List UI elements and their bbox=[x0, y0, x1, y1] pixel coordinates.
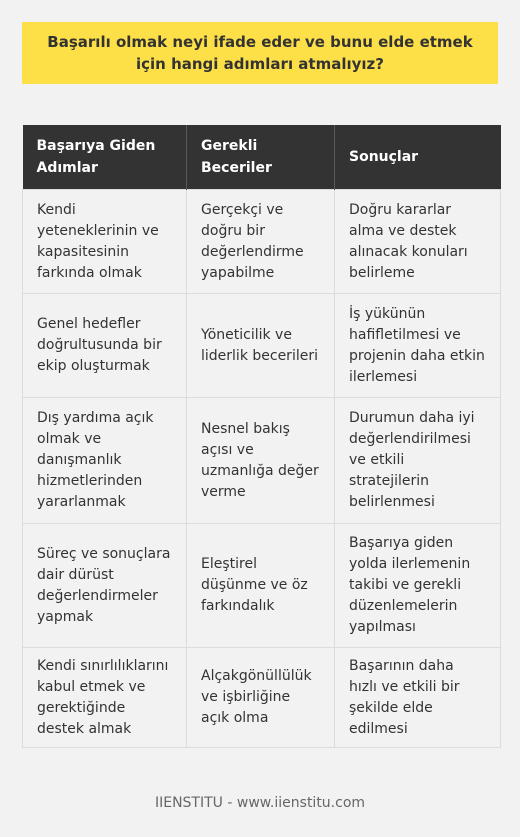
table-cell: Dış yardıma açık olmak ve danışmanlık hizmetlerinden yararlanmak bbox=[23, 398, 187, 524]
table-cell: Başarının daha hızlı ve etkili bir şekilde elde edilmesi bbox=[335, 648, 501, 748]
table-cell: Durumun daha iyi değerlendirilmesi ve etkili stratejilerin belirlenmesi bbox=[335, 398, 501, 524]
table-cell: Eleştirel düşünme ve öz farkındalık bbox=[187, 524, 335, 648]
table-row bbox=[23, 648, 501, 748]
table-cell: İş yükünün hafifletilmesi ve projenin daha etkin ilerlemesi bbox=[335, 294, 501, 398]
table-cell: Kendi yeteneklerinin ve kapasitesinin farkında olmak bbox=[23, 190, 187, 294]
column-header-skills: Gerekli Beceriler bbox=[187, 125, 335, 190]
table-cell: Gerçekçi ve doğru bir değerlendirme yapabilme bbox=[187, 190, 335, 294]
table-cell: Doğru kararlar alma ve destek alınacak konuları belirleme bbox=[335, 190, 501, 294]
steps-table bbox=[22, 125, 501, 748]
page-title: Başarılı olmak neyi ifade eder ve bunu elde etmek için hangi adımları atmalıyız? bbox=[22, 22, 498, 84]
table-cell: Nesnel bakış açısı ve uzmanlığa değer verme bbox=[187, 398, 335, 524]
table-row bbox=[23, 524, 501, 648]
table-cell: Genel hedefler doğrultusunda bir ekip oluşturmak bbox=[23, 294, 187, 398]
table-row bbox=[23, 398, 501, 524]
column-header-steps: Başarıya Giden Adımlar bbox=[23, 125, 187, 190]
table-row bbox=[23, 294, 501, 398]
table-cell: Alçakgönüllülük ve işbirliğine açık olma bbox=[187, 648, 335, 748]
table-cell: Başarıya giden yolda ilerlemenin takibi ve gerekli düzenlemelerin yapılması bbox=[335, 524, 501, 648]
table-cell: Süreç ve sonuçlara dair dürüst değerlendirmeler yapmak bbox=[23, 524, 187, 648]
table-cell: Kendi sınırlılıklarını kabul etmek ve gerektiğinde destek almak bbox=[23, 648, 187, 748]
table-row bbox=[23, 190, 501, 294]
table-cell: Yöneticilik ve liderlik becerileri bbox=[187, 294, 335, 398]
table-header-row bbox=[23, 125, 501, 190]
footer-credit: IIENSTITU - www.iienstitu.com bbox=[154, 795, 366, 811]
column-header-results: Sonuçlar bbox=[335, 125, 501, 190]
